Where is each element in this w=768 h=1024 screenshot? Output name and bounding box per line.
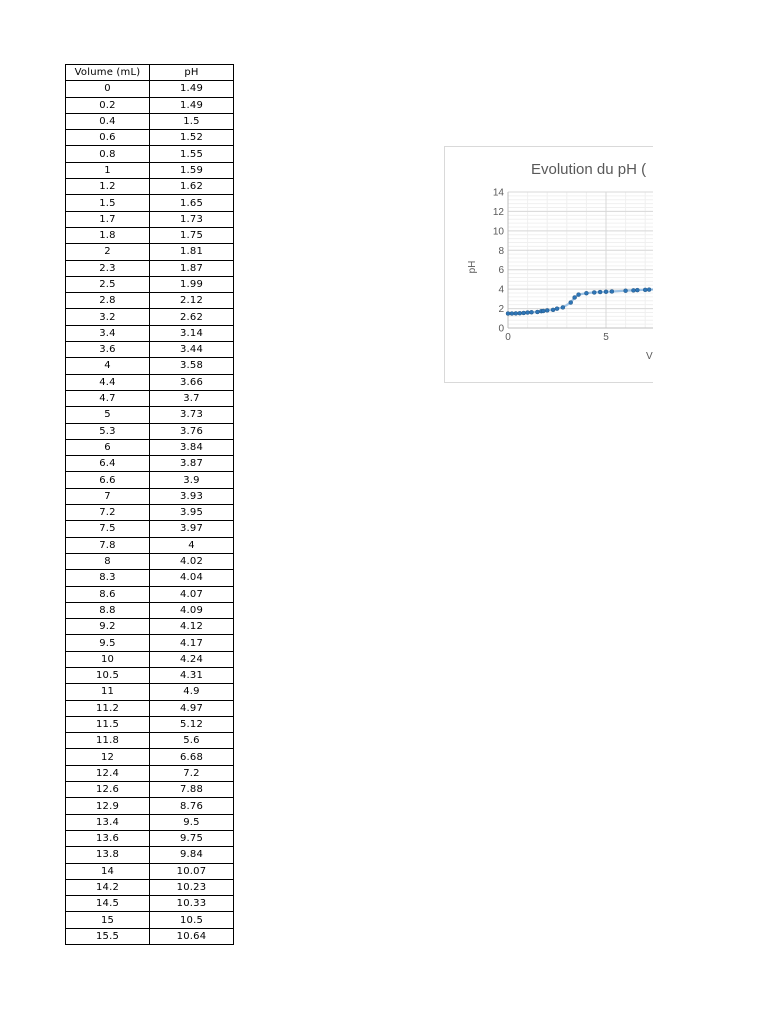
cell-ph: 10.07 [150, 863, 234, 879]
cell-ph: 10.5 [150, 912, 234, 928]
cell-volume: 11 [66, 684, 150, 700]
y-tick-label: 12 [492, 206, 504, 218]
cell-volume: 12.6 [66, 782, 150, 798]
cell-volume: 3.6 [66, 342, 150, 358]
data-table [65, 64, 234, 945]
cell-volume: 4.7 [66, 390, 150, 406]
cell-ph: 4.17 [150, 635, 234, 651]
table-row [66, 863, 234, 879]
table-row [66, 830, 234, 846]
cell-ph: 9.84 [150, 847, 234, 863]
cell-ph: 5.6 [150, 733, 234, 749]
cell-volume: 7.5 [66, 521, 150, 537]
cell-ph: 9.5 [150, 814, 234, 830]
table-row [66, 733, 234, 749]
table-row [66, 586, 234, 602]
cell-ph: 4.97 [150, 700, 234, 716]
chart-axes [493, 188, 653, 344]
cell-ph: 4.9 [150, 684, 234, 700]
cell-ph: 3.44 [150, 342, 234, 358]
cell-volume: 14.2 [66, 879, 150, 895]
cell-ph: 4.24 [150, 651, 234, 667]
cell-volume: 15 [66, 912, 150, 928]
cell-ph: 3.95 [150, 505, 234, 521]
table-row [66, 716, 234, 732]
table-row [66, 896, 234, 912]
table-row [66, 113, 234, 129]
cell-volume: 0.2 [66, 97, 150, 113]
cell-volume: 11.2 [66, 700, 150, 716]
y-axis-title: pH [467, 260, 478, 274]
y-tick-label: 0 [498, 323, 504, 335]
cell-ph: 7.88 [150, 782, 234, 798]
table-row [66, 798, 234, 814]
table-row [66, 97, 234, 113]
cell-volume: 0.4 [66, 113, 150, 129]
data-point [510, 312, 514, 316]
cell-volume: 7.8 [66, 537, 150, 553]
cell-volume: 9.5 [66, 635, 150, 651]
cell-volume: 6 [66, 439, 150, 455]
table-row [66, 260, 234, 276]
table-row [66, 211, 234, 227]
data-point [604, 290, 608, 294]
data-point [643, 288, 647, 292]
cell-volume: 7 [66, 488, 150, 504]
data-point [522, 311, 526, 315]
table-row [66, 814, 234, 830]
cell-ph: 3.76 [150, 423, 234, 439]
cell-volume: 0.6 [66, 130, 150, 146]
table-row [66, 488, 234, 504]
series-line [508, 225, 653, 314]
cell-volume: 15.5 [66, 928, 150, 944]
cell-ph: 1.49 [150, 81, 234, 97]
y-tick-label: 2 [498, 304, 504, 316]
data-point [535, 310, 539, 314]
table-row [66, 374, 234, 390]
cell-volume: 7.2 [66, 505, 150, 521]
cell-ph: 3.97 [150, 521, 234, 537]
table-row [66, 765, 234, 781]
table-row [66, 505, 234, 521]
cell-ph: 4.07 [150, 586, 234, 602]
cell-ph: 1.62 [150, 179, 234, 195]
data-point [545, 308, 549, 312]
cell-volume: 2.3 [66, 260, 150, 276]
cell-ph: 9.75 [150, 830, 234, 846]
cell-volume: 2.8 [66, 293, 150, 309]
cell-volume: 13.6 [66, 830, 150, 846]
cell-ph: 4 [150, 537, 234, 553]
table-row [66, 928, 234, 944]
table-row [66, 472, 234, 488]
cell-ph: 8.76 [150, 798, 234, 814]
table-row [66, 879, 234, 895]
data-point [555, 307, 559, 311]
cell-volume: 8 [66, 553, 150, 569]
table-row [66, 537, 234, 553]
table-row [66, 439, 234, 455]
table-row [66, 162, 234, 178]
table-row [66, 667, 234, 683]
data-point [541, 309, 545, 313]
table-row [66, 553, 234, 569]
table-row [66, 684, 234, 700]
table-row [66, 521, 234, 537]
cell-ph: 3.66 [150, 374, 234, 390]
cell-volume: 6.4 [66, 456, 150, 472]
cell-volume: 12.4 [66, 765, 150, 781]
cell-ph: 3.73 [150, 407, 234, 423]
table-row [66, 749, 234, 765]
cell-ph: 1.87 [150, 260, 234, 276]
table-row [66, 700, 234, 716]
cell-ph: 1.75 [150, 227, 234, 243]
cell-volume: 0 [66, 81, 150, 97]
cell-volume: 8.6 [66, 586, 150, 602]
cell-ph: 3.7 [150, 390, 234, 406]
table-row [66, 227, 234, 243]
cell-volume: 11.5 [66, 716, 150, 732]
cell-volume: 12 [66, 749, 150, 765]
x-tick-label: 5 [603, 332, 609, 343]
table-row [66, 195, 234, 211]
ph-chart [445, 147, 653, 382]
cell-ph: 1.49 [150, 97, 234, 113]
data-point [635, 288, 639, 292]
chart-panel[interactable] [444, 146, 653, 383]
cell-ph: 3.84 [150, 439, 234, 455]
table-row [66, 847, 234, 863]
cell-volume: 1 [66, 162, 150, 178]
cell-ph: 10.23 [150, 879, 234, 895]
cell-volume: 2.5 [66, 276, 150, 292]
table-row [66, 309, 234, 325]
cell-ph: 1.81 [150, 244, 234, 260]
cell-ph: 4.02 [150, 553, 234, 569]
cell-volume: 2 [66, 244, 150, 260]
cell-volume: 1.8 [66, 227, 150, 243]
cell-ph: 6.68 [150, 749, 234, 765]
chart-gridlines [508, 192, 653, 328]
table-row [66, 179, 234, 195]
y-tick-label: 8 [498, 245, 504, 257]
table-row [66, 602, 234, 618]
data-point [624, 289, 628, 293]
cell-volume: 3.2 [66, 309, 150, 325]
data-point [610, 289, 614, 293]
table-row [66, 570, 234, 586]
cell-volume: 4 [66, 358, 150, 374]
table-header-row [66, 65, 234, 81]
table-row [66, 782, 234, 798]
data-point [577, 293, 581, 297]
cell-ph: 10.33 [150, 896, 234, 912]
cell-volume: 0.8 [66, 146, 150, 162]
chart-title: Evolution du pH ( [531, 161, 647, 178]
cell-volume: 1.7 [66, 211, 150, 227]
table-row [66, 390, 234, 406]
cell-volume: 13.8 [66, 847, 150, 863]
cell-ph: 3.14 [150, 325, 234, 341]
data-point [526, 311, 530, 315]
cell-ph: 7.2 [150, 765, 234, 781]
table-row [66, 130, 234, 146]
cell-ph: 10.64 [150, 928, 234, 944]
cell-volume: 5.3 [66, 423, 150, 439]
table-row [66, 342, 234, 358]
cell-ph: 1.55 [150, 146, 234, 162]
table-row [66, 81, 234, 97]
table-row [66, 635, 234, 651]
y-tick-label: 10 [492, 226, 504, 238]
data-point [584, 291, 588, 295]
cell-volume: 13.4 [66, 814, 150, 830]
cell-ph: 4.31 [150, 667, 234, 683]
table-row [66, 293, 234, 309]
cell-volume: 11.8 [66, 733, 150, 749]
data-point [573, 295, 577, 299]
data-point [551, 308, 555, 312]
data-point [561, 305, 565, 309]
table-row [66, 276, 234, 292]
cell-ph: 1.65 [150, 195, 234, 211]
column-header-volume: Volume (mL) [66, 65, 150, 81]
cell-volume: 1.2 [66, 179, 150, 195]
cell-ph: 4.04 [150, 570, 234, 586]
x-axis-title: V [646, 351, 653, 362]
cell-volume: 8.3 [66, 570, 150, 586]
cell-volume: 12.9 [66, 798, 150, 814]
cell-volume: 10 [66, 651, 150, 667]
table-row [66, 244, 234, 260]
cell-ph: 3.58 [150, 358, 234, 374]
cell-ph: 2.12 [150, 293, 234, 309]
table-row [66, 456, 234, 472]
table-row [66, 146, 234, 162]
table-row [66, 423, 234, 439]
cell-volume: 14 [66, 863, 150, 879]
table-row [66, 325, 234, 341]
cell-ph: 2.62 [150, 309, 234, 325]
data-point [598, 290, 602, 294]
cell-ph: 1.73 [150, 211, 234, 227]
table-row [66, 651, 234, 667]
table-row [66, 619, 234, 635]
data-point [506, 312, 510, 316]
x-tick-label: 0 [505, 332, 511, 343]
table-body [66, 81, 234, 945]
y-tick-label: 6 [498, 265, 504, 277]
table-row [66, 407, 234, 423]
cell-volume: 1.5 [66, 195, 150, 211]
data-point [569, 301, 573, 305]
cell-ph: 5.12 [150, 716, 234, 732]
cell-ph: 3.9 [150, 472, 234, 488]
data-point [514, 311, 518, 315]
cell-ph: 4.12 [150, 619, 234, 635]
cell-volume: 3.4 [66, 325, 150, 341]
cell-ph: 1.5 [150, 113, 234, 129]
data-point [631, 288, 635, 292]
data-point [518, 311, 522, 315]
cell-ph: 1.99 [150, 276, 234, 292]
data-point [530, 310, 534, 314]
cell-volume: 4.4 [66, 374, 150, 390]
cell-ph: 4.09 [150, 602, 234, 618]
cell-volume: 6.6 [66, 472, 150, 488]
table-row [66, 912, 234, 928]
cell-ph: 1.52 [150, 130, 234, 146]
cell-volume: 8.8 [66, 602, 150, 618]
cell-volume: 5 [66, 407, 150, 423]
data-point [592, 290, 596, 294]
cell-volume: 14.5 [66, 896, 150, 912]
cell-volume: 9.2 [66, 619, 150, 635]
data-point [647, 288, 651, 292]
cell-ph: 3.87 [150, 456, 234, 472]
y-tick-label: 4 [498, 284, 504, 296]
cell-ph: 1.59 [150, 162, 234, 178]
y-tick-label: 14 [492, 187, 504, 199]
table-row [66, 358, 234, 374]
cell-volume: 10.5 [66, 667, 150, 683]
column-header-ph: pH [150, 65, 234, 81]
cell-ph: 3.93 [150, 488, 234, 504]
